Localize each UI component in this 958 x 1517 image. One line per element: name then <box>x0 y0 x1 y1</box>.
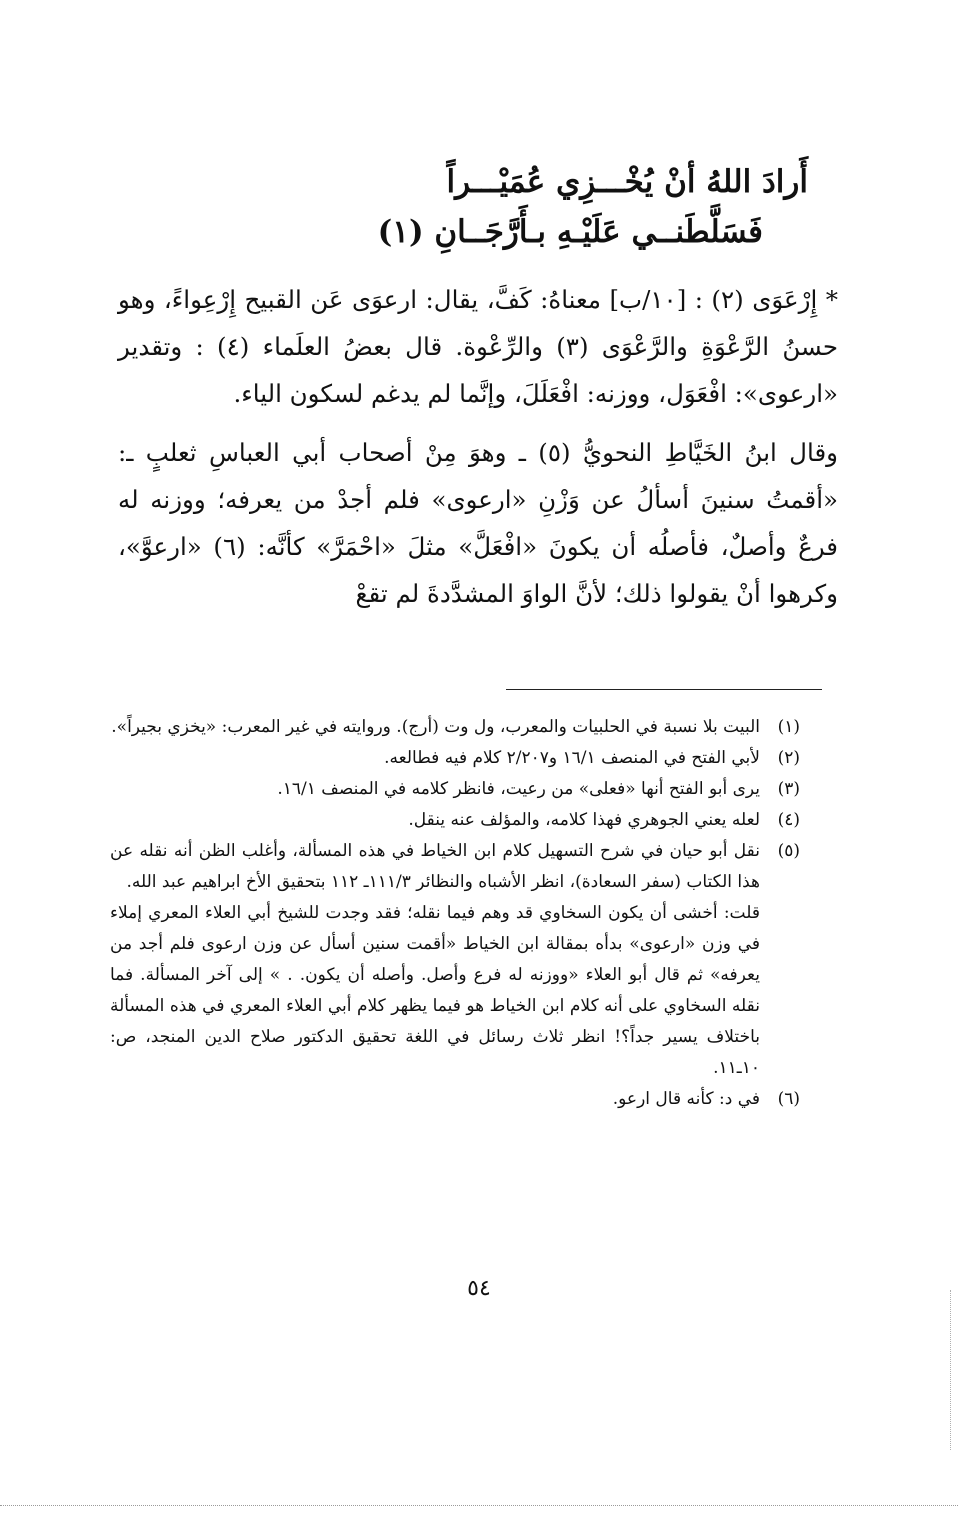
footnote-text: لأبي الفتح في المنصف ١٦/١ و٢/٢٠٧ كلام فيه فطالعه. <box>384 748 760 768</box>
footnote-number: (٥) <box>777 841 800 861</box>
page-number: ٥٤ <box>467 1276 491 1301</box>
footnote-number: (٦) <box>777 1089 800 1109</box>
footnote-text: البيت بلا نسبة في الحلبيات والمعرب، ول وت (أرج). وروايته في غير المعرب: «يخزي بجيراً». <box>111 717 760 737</box>
footnote <box>110 1084 800 1115</box>
scan-edge-dotted-line <box>0 1505 958 1506</box>
paragraph-ibn-al-khayyat: وقال ابنُ الخَيَّاطِ النحويُّ (٥) ـ وهوَ مِنْ أصحاب أبي العباسِ ثعلبٍ ـ: «أقمتُ سنينَ أسألُ عن وَزْنِ «ارعوى» فلم أجدْ من يعرفه؛ ووزنه له فرعٌ وأصلٌ، فأصلُه أن يكونَ «افْعَلَّ» مثلَ «احْمَرَّ» كأنَّه: (٦) «ارعوَّ»، وكرهوا أنْ يقولوا ذلك؛ لأنَّ الواوَ المشدَّدةَ لم تقعْ <box>118 438 838 608</box>
footnote-text: لعله يعني الجوهري فهذا كلامه، والمؤلف عنه ينقل. <box>408 810 760 830</box>
scan-side-dotted-line <box>950 1290 951 1450</box>
footnote <box>110 805 800 836</box>
footnote <box>110 712 800 743</box>
verse-line-2: فَسَلَّطَنــي عَلَيْـهِ بـأَرَّجَــانِ (١) <box>377 214 763 250</box>
footnote-number: (٣) <box>777 779 800 799</box>
paragraph-irawa: * إِرْعَوَى (٢) : [١٠/ب] معناهُ: كَفَّ، يقال: ارعوَى عَن القبيح إِرْعِواءً، وهو حسنُ الرَّعْوَةِ والرَّعْوَى (٣) والرِّعْوة. قال بعضُ العلَماء (٤) : وتقدير «ارعوى»: افْعَوَل، ووزنه: افْعَلَلَ، وإنَّما لم يدغم لسكون الياء. <box>118 285 839 408</box>
footnote <box>110 743 800 774</box>
footnote <box>110 836 800 898</box>
footnote-separator <box>506 689 822 690</box>
footnotes <box>110 712 800 1115</box>
verse-line-1: أَرادَ اللهُ أنْ يُخْـــزِي عُمَيْـــراً <box>446 164 808 200</box>
footnote-text: يرى أبو الفتح أنها «فعلى» من رعيت، فانظر كلامه في المنصف ١٦/١. <box>277 779 760 799</box>
footnote-text: في د: كأنه قال ارعو. <box>612 1089 760 1109</box>
footnote-continuation <box>110 898 800 1084</box>
footnote-text: قلت: أخشى أن يكون السخاوي قد وهم فيما نقله؛ فقد وجدت للشيخ أبي العلاء المعري إملاء في وزن «ارعوى» بدأه بمقالة ابن الخياط «أقمت سنين أسأل عن وزن ارعوى فلم أجد من يعرفه» ثم قال أبو العلاء «ووزنه له فرع وأصل. وأصله أن يكون. . » إلى آخر المسألة. فما نقله السخاوي على أنه كلام ابن الخياط هو فيما يظهر كلام أبي العلاء المعري في هذه المسألة باختلاف يسير جداً؟! انظر ثلاث رسائل في اللغة تحقيق الدكتور صلاح الدين المنجد، ص: ١٠ـ١١. <box>110 903 760 1078</box>
footnote-number: (٤) <box>777 810 800 830</box>
main-text <box>118 276 838 617</box>
footnote-number <box>760 898 800 1084</box>
footnote <box>110 774 800 805</box>
footnote-text: نقل أبو حيان في شرح التسهيل كلام ابن الخياط في هذه المسألة، وأغلب الظن أنه نقله عن هذا الكتاب (سفر السعادة)، انظر الأشباه والنظائر ١١١/٣ـ ١١٢ بتحقيق الأخ ابراهيم عبد الله. <box>110 841 760 892</box>
footnote-number: (٢) <box>777 748 800 768</box>
footnote-number: (١) <box>777 717 800 737</box>
